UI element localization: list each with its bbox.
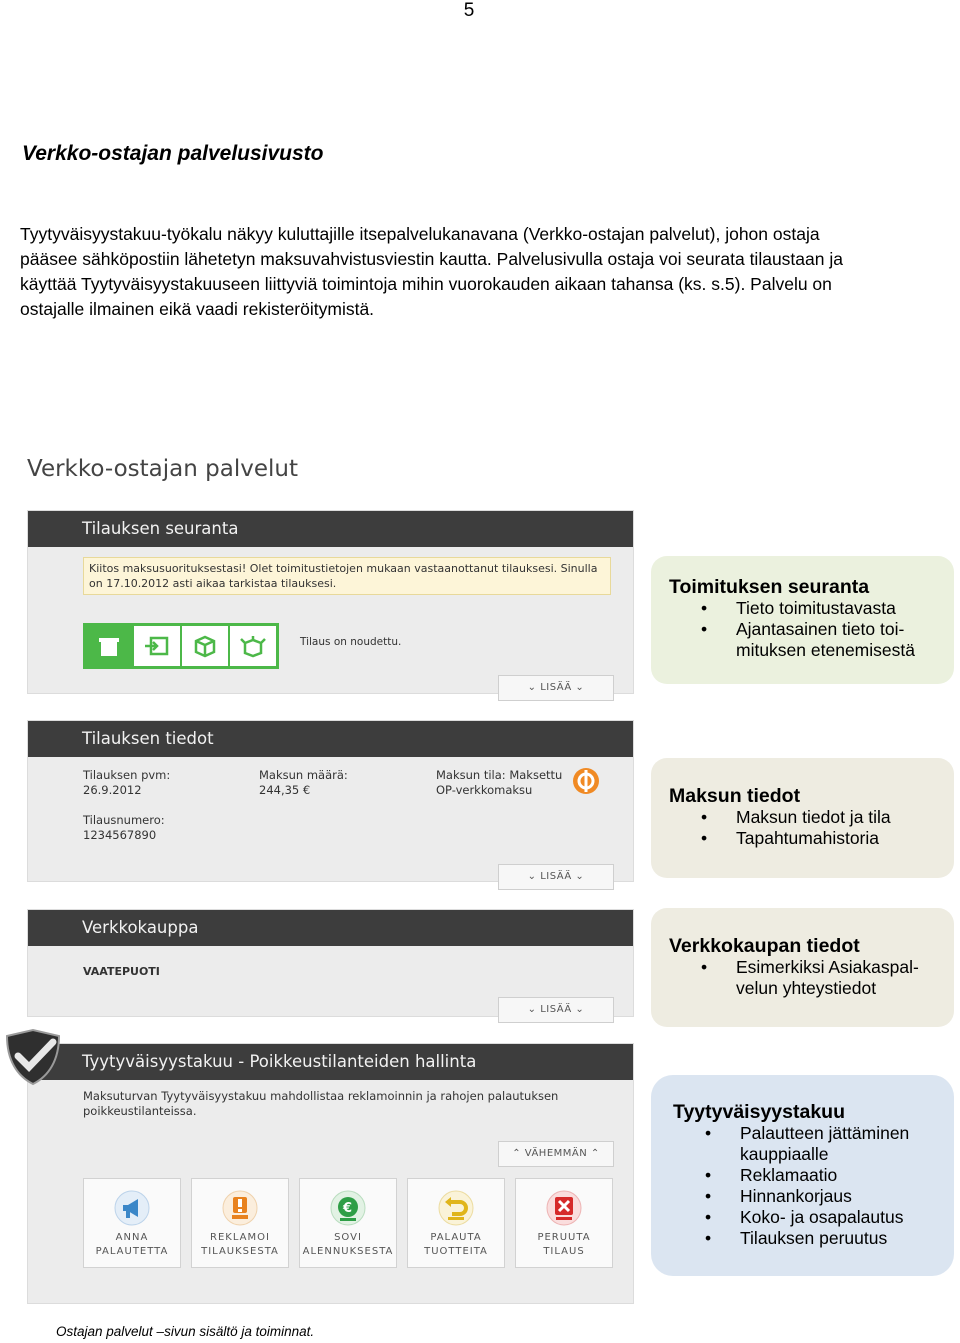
shop-panel <box>27 909 634 1017</box>
step-box-icon <box>182 626 230 666</box>
order-date <box>83 768 170 798</box>
callout-title: Maksun tiedot <box>669 785 801 807</box>
action-label: PERUUTA <box>537 1232 591 1243</box>
megaphone-icon <box>84 1179 180 1231</box>
notice-line: Kiitos maksusuorituksestasi! Olet toimitustietojen mukaan vastaanottanut tilauksesi. Sinulla <box>89 562 598 575</box>
return-icon <box>408 1179 504 1231</box>
tracking-notice <box>83 557 611 595</box>
guarantee-description <box>83 1089 558 1119</box>
callout-item: • Tilauksen peruutus <box>673 1228 936 1249</box>
callout-item: • Tapahtumahistoria <box>669 828 936 849</box>
shop-more-button[interactable]: ⌄ LISÄÄ ⌄ <box>498 997 614 1023</box>
action-label: PALAUTA <box>430 1232 482 1243</box>
callout-item: • Palautteen jättäminen <box>673 1123 936 1144</box>
cancel-order-button[interactable] <box>515 1178 613 1268</box>
order-date-label: Tilauksen pvm: <box>83 768 171 782</box>
shop-callout <box>651 908 954 1027</box>
section-heading: Verkko-ostajan palvelusivusto <box>22 142 324 165</box>
action-label: SOVI <box>334 1232 362 1243</box>
guarantee-less-button[interactable]: ⌃ VÄHEMMÄN ⌃ <box>498 1141 614 1167</box>
callout-title: Verkkokaupan tiedot <box>669 935 860 957</box>
shop-name: VAATEPUOTI <box>83 965 160 978</box>
guarantee-panel <box>27 1043 634 1304</box>
euro-icon <box>300 1179 396 1231</box>
callout-item: • Maksun tiedot ja tila <box>669 807 936 828</box>
intro-paragraph <box>20 222 920 322</box>
callout-item: • Ajantasainen tieto toi- <box>669 619 936 640</box>
notice-line: on 17.10.2012 asti aikaa tarkistaa tilauksesi. <box>89 577 337 590</box>
less-label: VÄHEMMÄN <box>524 1148 588 1159</box>
tracking-status: Tilaus on noudettu. <box>300 636 402 648</box>
action-label: TUOTTEITA <box>424 1246 488 1257</box>
action-label: TILAUS <box>543 1246 585 1257</box>
callout-item: • Esimerkiksi Asiakaspal- <box>669 957 936 978</box>
agree-discount-button[interactable] <box>299 1178 397 1268</box>
order-number-label: Tilausnumero: <box>83 813 165 827</box>
payment-amount <box>259 768 348 798</box>
callout-item: • Hinnankorjaus <box>673 1186 936 1207</box>
payment-method: OP-verkkomaksu <box>436 783 533 797</box>
order-number <box>83 813 165 843</box>
guarantee-callout <box>651 1075 954 1276</box>
action-label: ALENNUKSESTA <box>302 1246 394 1257</box>
tracking-panel <box>27 510 634 694</box>
figure-caption: Ostajan palvelut –sivun sisältö ja toiminnat. <box>56 1324 315 1339</box>
payment-status-label: Maksun tila: Maksettu <box>436 768 563 782</box>
order-header: Tilauksen tiedot <box>28 721 633 757</box>
tracking-more-button[interactable]: ⌄ LISÄÄ ⌄ <box>498 675 614 701</box>
ui-title: Verkko-ostajan palvelut <box>27 456 298 482</box>
op-bank-icon <box>571 766 601 801</box>
give-feedback-button[interactable] <box>83 1178 181 1268</box>
more-label: LISÄÄ <box>540 871 572 882</box>
action-label: ANNA <box>115 1232 149 1243</box>
intro-line: käyttää Tyytyväisyystakuuseen liittyviä toimintoja mihin vuorokauden aikaan tahansa (ks. s.5). Palvelu on <box>20 274 832 294</box>
payment-amount-label: Maksun määrä: <box>259 768 348 782</box>
intro-line: pääsee sähköpostiin lähetetyn maksuvahvistusviestin kautta. Palvelusivulla ostaja voi seurata tilaustaan ja <box>20 249 843 269</box>
complain-button[interactable] <box>191 1178 289 1268</box>
step-arrow-box-icon <box>134 626 182 666</box>
payment-status <box>436 768 562 798</box>
order-more-button[interactable]: ⌄ LISÄÄ ⌄ <box>498 864 614 890</box>
action-label: PALAUTETTA <box>95 1246 169 1257</box>
tracking-callout <box>651 556 954 684</box>
payment-amount-value: 244,35 € <box>259 783 311 797</box>
shield-check-icon <box>3 1028 65 1093</box>
action-label: REKLAMOI <box>210 1232 270 1243</box>
callout-item-continuation: kauppiaalle <box>740 1144 829 1164</box>
action-label: TILAUKSESTA <box>201 1246 279 1257</box>
delivery-progress <box>83 623 279 669</box>
description-line: poikkeustilanteissa. <box>83 1104 197 1118</box>
page-number: 5 <box>463 0 475 21</box>
intro-line: ostajalle ilmainen eikä vaadi rekisteröitymistä. <box>20 299 375 319</box>
callout-item: • Koko- ja osapalautus <box>673 1207 936 1228</box>
shop-header: Verkkokauppa <box>28 910 633 946</box>
guarantee-header: Tyytyväisyystakuu - Poikkeustilanteiden hallinta <box>28 1044 633 1080</box>
more-label: LISÄÄ <box>540 682 572 693</box>
callout-item-continuation: mituksen etenemisestä <box>736 640 915 660</box>
cancel-icon <box>516 1179 612 1231</box>
description-line: Maksuturvan Tyytyväisyystakuu mahdollistaa reklamoinnin ja rahojen palautuksen <box>83 1089 559 1103</box>
callout-item: • Reklamaatio <box>673 1165 936 1186</box>
tracking-header: Tilauksen seuranta <box>28 511 633 547</box>
more-label: LISÄÄ <box>540 1004 572 1015</box>
callout-item: • Tieto toimitustavasta <box>669 598 936 619</box>
step-picked-up-icon <box>86 626 134 666</box>
exclamation-icon <box>192 1179 288 1231</box>
order-number-value: 1234567890 <box>83 828 157 842</box>
callout-item-continuation: velun yhteystiedot <box>736 978 877 998</box>
callout-title: Toimituksen seuranta <box>669 576 870 598</box>
intro-line: Tyytyväisyystakuu-työkalu näkyy kuluttajille itsepalvelukanavana (Verkko-ostajan palvelut), johon ostaja <box>20 224 820 244</box>
order-panel <box>27 720 634 882</box>
callout-title: Tyytyväisyystakuu <box>673 1101 845 1123</box>
svg-text:€: € <box>342 1201 354 1216</box>
step-open-box-icon <box>230 626 276 666</box>
order-date-value: 26.9.2012 <box>83 783 142 797</box>
payment-callout <box>651 758 954 878</box>
guarantee-actions <box>83 1178 613 1268</box>
return-products-button[interactable] <box>407 1178 505 1268</box>
